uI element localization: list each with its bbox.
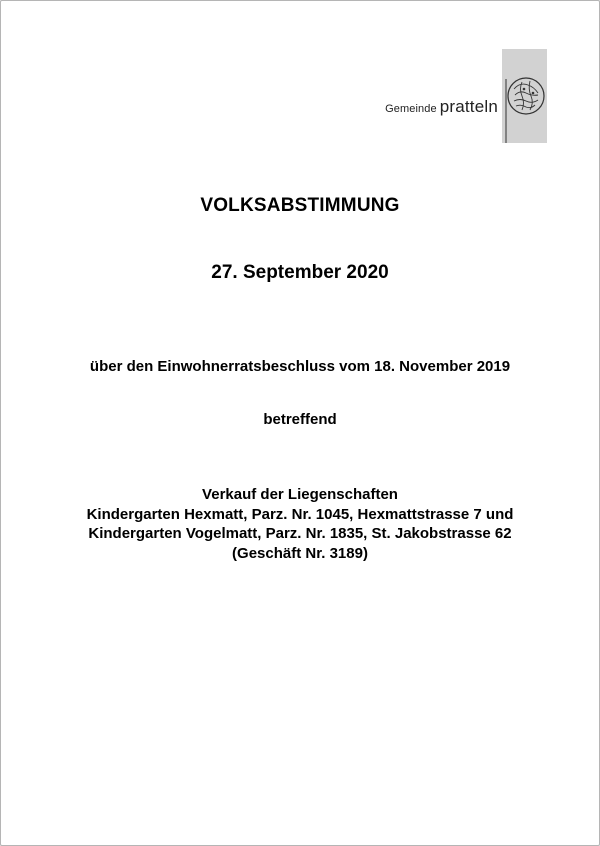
subject-line: Verkauf der Liegenschaften [202,486,398,503]
intro-line: über den Einwohnerratsbeschluss vom 18. November 2019 [89,358,511,375]
subject-block [1,485,599,563]
logo-emblem-panel [502,49,547,143]
betreffend-label: betreffend [263,411,337,428]
vote-date: 27. September 2020 [211,262,389,283]
subject-line: Kindergarten Hexmatt, Parz. Nr. 1045, Hexmattstrasse 7 und [86,505,514,523]
logo-text-pratteln: pratteln [439,97,498,116]
logo-wordmark [385,98,498,116]
subject-line: (Geschäft Nr. 3189) [232,544,368,562]
document-title: VOLKSABSTIMMUNG [200,195,400,216]
logo-text-gemeinde: Gemeinde [385,103,437,115]
municipality-logo [376,49,548,143]
subject-line: Kindergarten Vogelmatt, Parz. Nr. 1835, St. Jakobstrasse 62 [88,525,512,542]
pratteln-emblem-icon [502,49,547,143]
